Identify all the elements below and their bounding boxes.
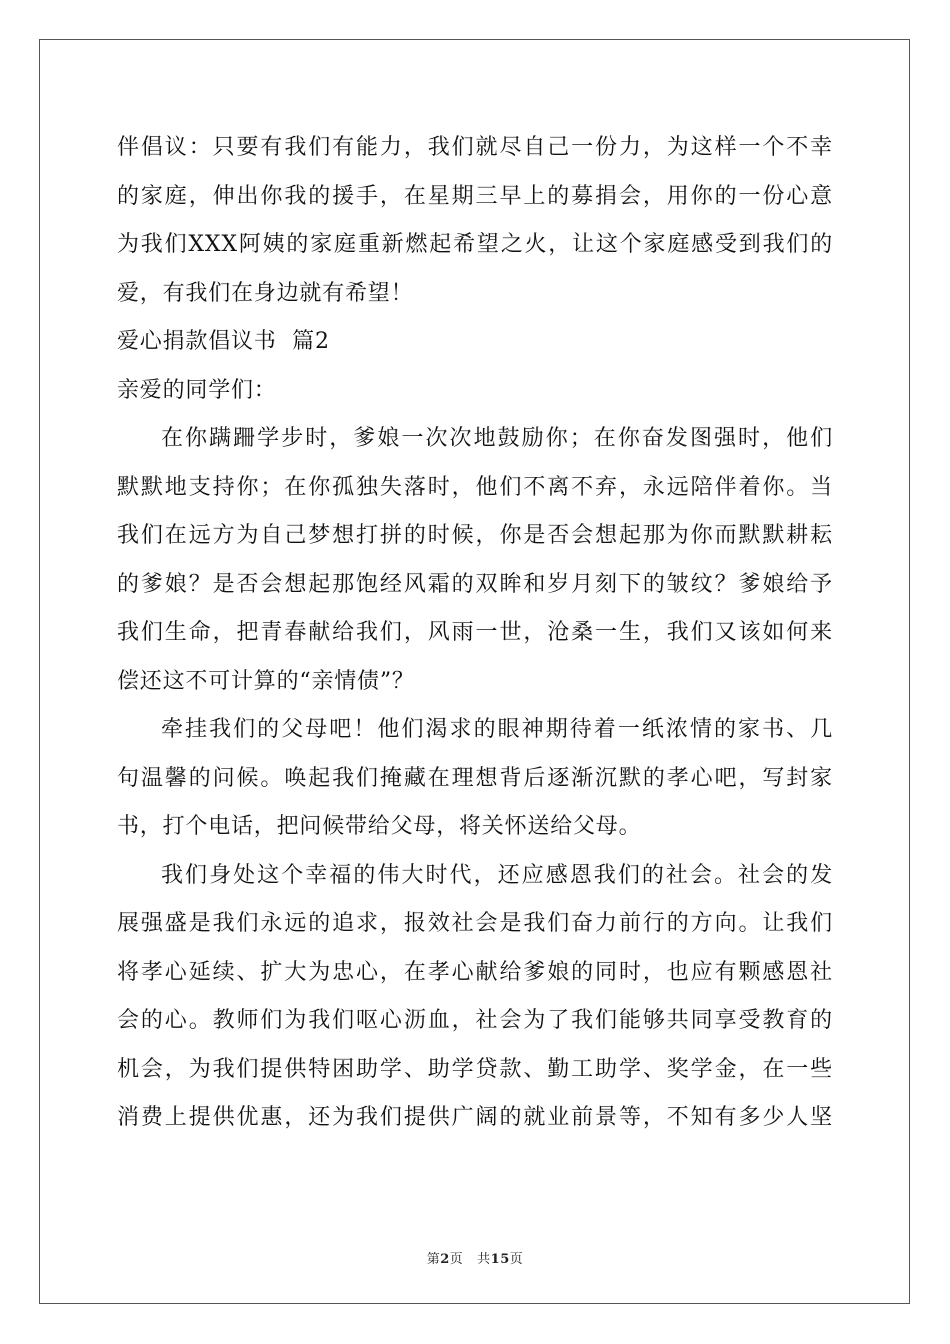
paragraph-first-line: 牵挂我们的父母吧！他们渴求的眼神期待着一纸浓情的家书、几 — [161, 717, 833, 742]
footer-middle: 页 共 — [449, 1252, 491, 1267]
text-line: 为我们XXX阿姨的家庭重新燃起希望之火，让这个家庭感受到我们的 — [117, 232, 833, 257]
text-line: 我们生命，把青春献给我们，风雨一世，沧桑一生，我们又该如何来 — [117, 620, 833, 645]
total-pages-number: 15 — [490, 1252, 510, 1267]
text-line: 消费上提供优惠，还为我们提供广阔的就业前景等，不知有多少人坚 — [117, 1105, 833, 1130]
paragraph-first-line: 我们身处这个幸福的伟大时代，还应感恩我们的社会。社会的发 — [161, 862, 833, 888]
document-body — [117, 124, 833, 1143]
text-line: 将孝心延续、扩大为忠心，在孝心献给爹娘的同时，也应有颗感恩社 — [117, 959, 833, 985]
text-line: 我们在远方为自己梦想打拼的时候，你是否会想起那为你而默默耕耘 — [117, 523, 833, 548]
text-line: 偿还这不可计算的“亲情债”？ — [117, 668, 415, 694]
text-line: 爱，有我们在身边就有希望！ — [117, 280, 414, 306]
paragraph-first-line: 在你蹒跚学步时，爹娘一次次地鼓励你；在你奋发图强时，他们 — [161, 426, 833, 451]
section-heading: 爱心捐款倡议书 篇2 — [117, 329, 330, 354]
text-line: 默默地支持你；在你孤独失落时，他们不离不弃，永远陪伴着你。当 — [117, 474, 833, 500]
text-line: 的家庭，伸出你我的援手，在星期三早上的募捐会，用你的一份心意 — [117, 183, 833, 209]
page-footer — [0, 1248, 950, 1267]
text-line: 展强盛是我们永远的追求，报效社会是我们奋力前行的方向。让我们 — [117, 911, 833, 936]
text-line: 伴倡议：只要有我们有能力，我们就尽自己一份力，为这样一个不幸 — [117, 135, 833, 160]
text-line: 会的心。教师们为我们呕心沥血，社会为了我们能够共同享受教育的 — [117, 1008, 833, 1033]
footer-prefix: 第 — [426, 1252, 441, 1267]
salutation: 亲爱的同学们： — [117, 377, 277, 403]
text-line: 的爹娘？是否会想起那饱经风霜的双眸和岁月刻下的皱纹？爹娘给予 — [117, 571, 833, 597]
footer-suffix: 页 — [509, 1252, 524, 1267]
current-page-number: 2 — [440, 1252, 450, 1267]
text-line: 书，打个电话，把问候带给父母，将关怀送给父母。 — [117, 814, 642, 839]
text-line: 句温馨的问候。唤起我们掩藏在理想背后逐渐沉默的孝心吧，写封家 — [117, 765, 833, 791]
text-line: 机会，为我们提供特困助学、助学贷款、勤工助学、奖学金，在一些 — [117, 1056, 833, 1082]
